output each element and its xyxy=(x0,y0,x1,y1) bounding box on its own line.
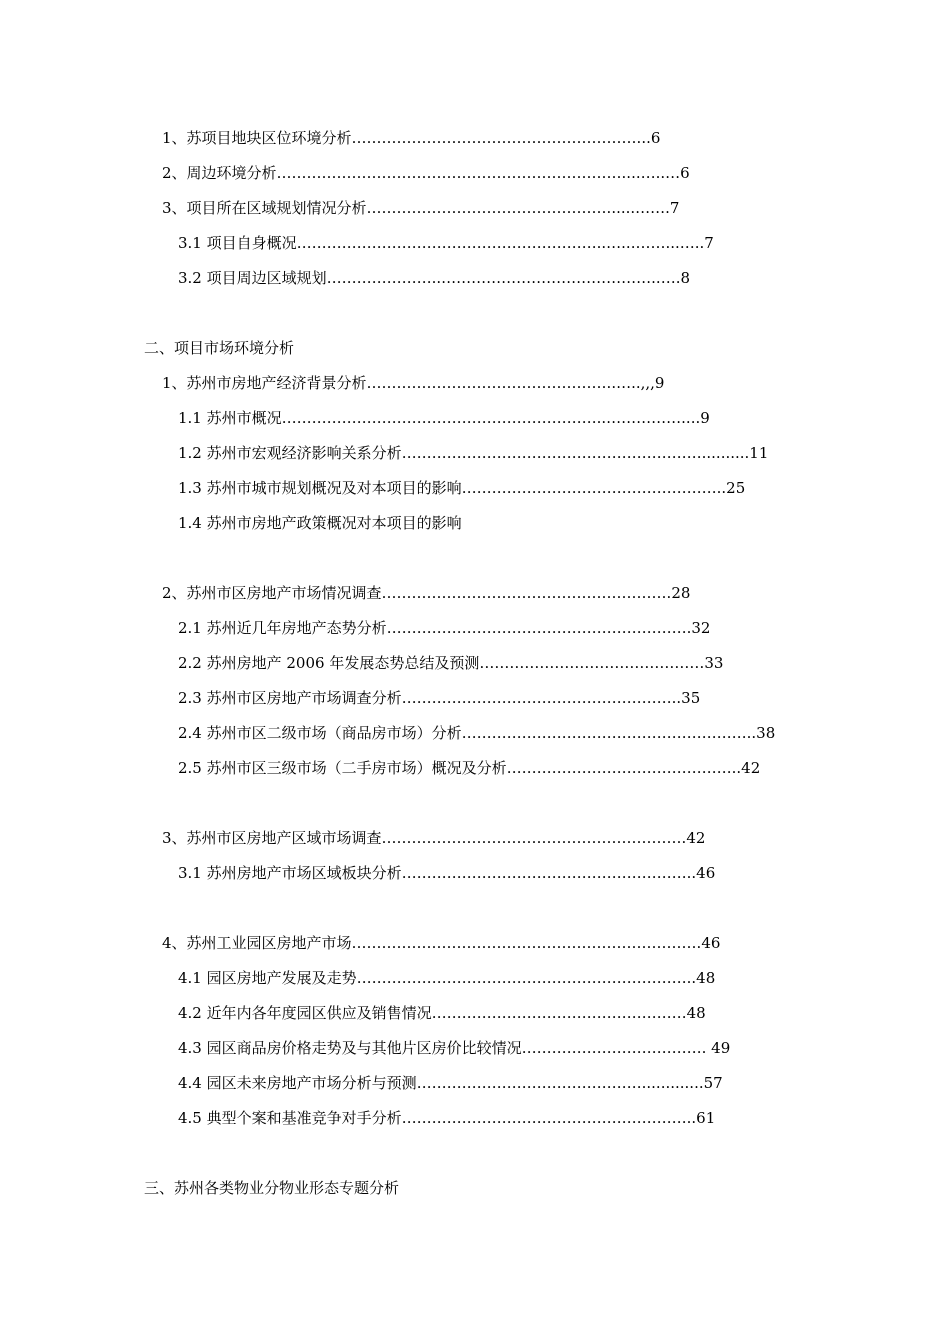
toc-entry-2-2-4[interactable]: 2.4 苏州市区二级市场（商品房市场）分析…………………………………………………..38 xyxy=(178,724,776,742)
toc-entry-2-4-2[interactable]: 4.2 近年内各年度园区供应及销售情况……………………………………………48 xyxy=(178,1004,706,1022)
toc-entry-2-1[interactable]: 1、苏州市房地产经济背景分析…………………………………………..…..,,,9 xyxy=(162,374,665,392)
toc-entry-2-4-3[interactable]: 4.3 园区商品房价格走势及与其他片区房价比较情况………………………………. 49 xyxy=(178,1039,731,1057)
toc-entry-2-4-4[interactable]: 4.4 园区未来房地产市场分析与预测……………………………………….............57 xyxy=(178,1074,723,1092)
toc-entry-3[interactable]: 3、项目所在区域规划情况分析…………………………………………......…….7 xyxy=(162,199,680,217)
toc-entry-2-4-5[interactable]: 4.5 典型个案和基准竞争对手分析…………………………………………………..61 xyxy=(178,1109,716,1127)
toc-entry-2-2-1[interactable]: 2.1 苏州近几年房地产态势分析…………………………………………………….32 xyxy=(178,619,711,637)
toc-entry-2-1-3[interactable]: 1.3 苏州市城市规划概况及对本项目的影响……………………………………………..25 xyxy=(178,479,746,497)
toc-entry-2-1-1[interactable]: 1.1 苏州市概况………………………………………………………..……………....9 xyxy=(178,409,710,427)
toc-entry-2-4[interactable]: 4、苏州工业园区房地产市场…………………………………………………………….46 xyxy=(162,934,721,952)
toc-entry-2-2[interactable]: 2、苏州市区房地产市场情况调查………………………………………………….28 xyxy=(162,584,691,602)
toc-entry-3-1[interactable]: 3.1 项目自身概况……………………………………………………..…...……...…..7 xyxy=(178,234,714,252)
toc-entry-2-1-2[interactable]: 1.2 苏州市宏观经济影响关系分析……………………………………………………..........11 xyxy=(178,444,769,462)
toc-section-heading-2[interactable]: 二、项目市场环境分析 xyxy=(144,339,295,357)
toc-entry-3-2[interactable]: 3.2 项目周边区域规划…………………..……………………………………..….8 xyxy=(178,269,691,287)
toc-entry-2-3[interactable]: 3、苏州市区房地产区域市场调查…………………………………………………….42 xyxy=(162,829,706,847)
toc-entry-2-2-2[interactable]: 2.2 苏州房地产 2006 年发展态势总结及预测………………………………………33 xyxy=(178,654,724,672)
toc-entry-2-2-5[interactable]: 2.5 苏州市区三级市场（二手房市场）概况及分析………………………………………..42 xyxy=(178,759,761,777)
toc-entry-2-3-1[interactable]: 3.1 苏州房地产市场区域板块分析…………………………………………………..46 xyxy=(178,864,716,882)
toc-entry-2-1-4[interactable]: 1.4 苏州市房地产政策概况对本项目的影响 xyxy=(178,514,462,532)
toc-entry-1[interactable]: 1、苏项目地块区位环境分析…………………………………………………...6 xyxy=(162,129,661,147)
toc-entry-2-2-3[interactable]: 2.3 苏州市区房地产市场调查分析………………………………………………..35 xyxy=(178,689,701,707)
toc-section-heading-3[interactable]: 三、苏州各类物业分物业形态专题分析 xyxy=(144,1179,400,1197)
toc-entry-2-4-1[interactable]: 4.1 园区房地产发展及走势…………………………………………………………..48 xyxy=(178,969,716,987)
toc-entry-2[interactable]: 2、周边环境分析……………………………………………………………....…..…6 xyxy=(162,164,690,182)
